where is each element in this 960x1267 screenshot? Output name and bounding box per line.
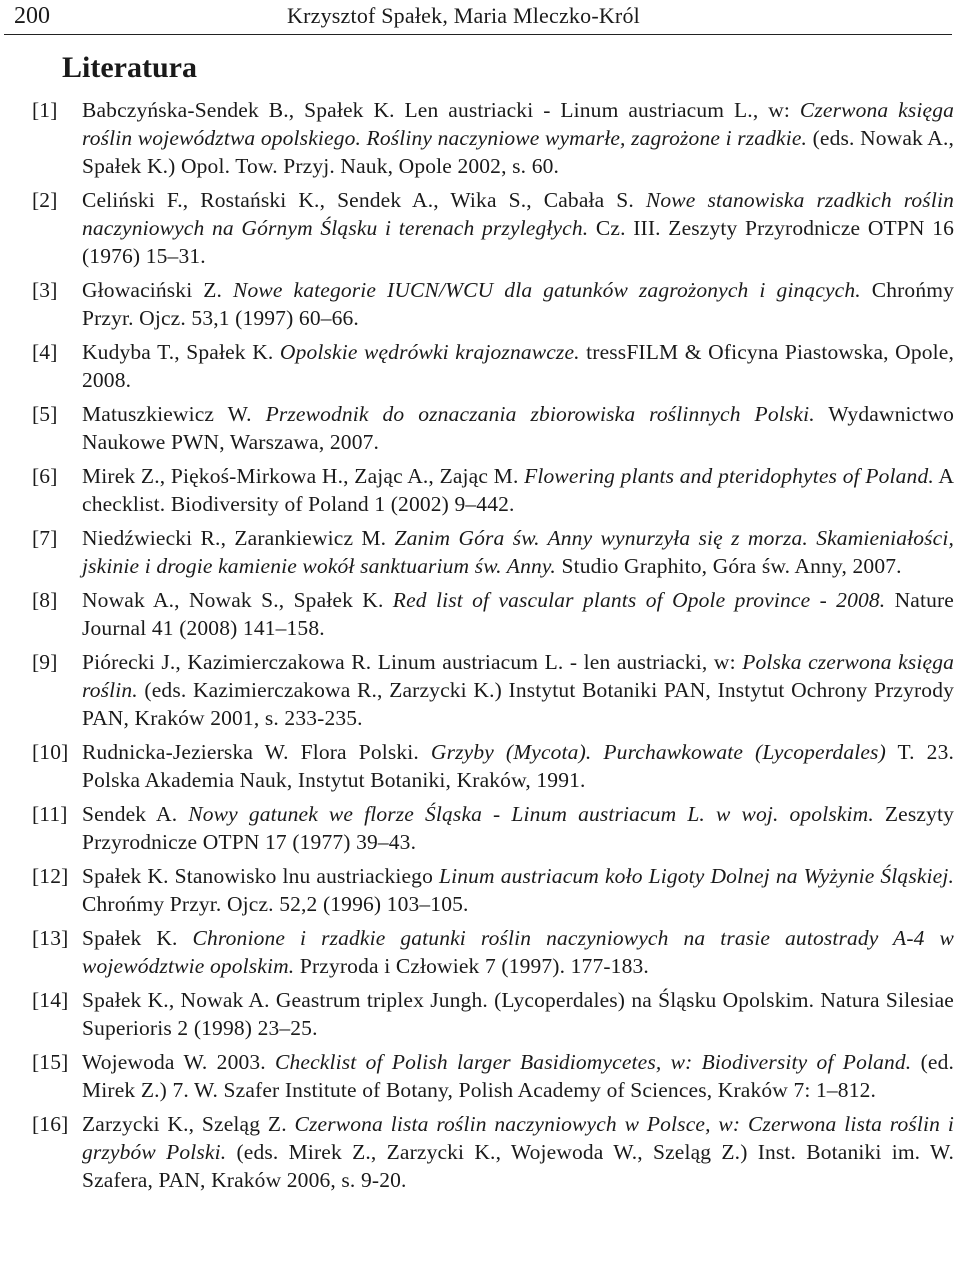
reference-text: [82, 400, 954, 456]
page-header: [4, 0, 952, 35]
reference-number: [11]: [32, 802, 68, 826]
reference-text-segment: (eds. Kazimierczakowa R., Zarzycki K.) Instytut Botaniki PAN, Instytut Ochrony Przyrody PAN, Kraków 2001, s. 233-235.: [82, 678, 954, 730]
reference-title-italic: Grzyby (Mycota). Purchawkowate (Lycoperdales): [430, 740, 886, 764]
reference-text: [82, 524, 954, 580]
reference-number: [1]: [32, 98, 58, 122]
reference-text-segment: Studio Graphito, Góra św. Anny, 2007.: [555, 554, 902, 578]
reference-list: [32, 96, 954, 1200]
reference-entry: [32, 462, 954, 518]
reference-number: [9]: [32, 650, 58, 674]
reference-title-italic: Nowe stanowiska rzadkich roślin naczyniowych na Górnym Śląsku i terenach przyległych.: [82, 188, 954, 240]
reference-text-segment: T. 23. Polska Akademia Nauk, Instytut Botaniki, Kraków, 1991.: [82, 740, 955, 792]
reference-text: [82, 738, 954, 794]
reference-text: [82, 338, 954, 394]
reference-text-segment: Matuszkiewicz W.: [82, 402, 266, 426]
reference-entry: [32, 338, 954, 394]
reference-number: [16]: [32, 1112, 69, 1136]
reference-text-segment: Zeszyty Przyrodnicze OTPN 17 (1977) 39–43.: [82, 802, 954, 854]
section-title: Literatura: [62, 51, 197, 84]
reference-number: [2]: [32, 188, 58, 212]
reference-entry: [32, 986, 954, 1042]
reference-number: [4]: [32, 340, 58, 364]
reference-text: [82, 986, 954, 1042]
reference-number: [10]: [32, 740, 69, 764]
reference-text-segment: A checklist. Biodiversity of Poland 1 (2002) 9–442.: [82, 464, 955, 516]
reference-text-segment: Babczyńska-Sendek B., Spałek K. Len austriacki - Linum austriacum L., w:: [82, 98, 800, 122]
reference-text-segment: Spałek K.: [82, 926, 193, 950]
reference-entry: [32, 1048, 954, 1104]
reference-number: [7]: [32, 526, 58, 550]
reference-title-italic: Zanim Góra św. Anny wynurzyła się z morza. Skamieniałości, jskinie i drogie kamienie wokół sanktuarium św. Anny.: [82, 526, 954, 578]
reference-title-italic: Czerwona księga roślin województwa opolskiego. Rośliny naczyniowe wymarłe, zagrożone i rzadkie.: [82, 98, 954, 150]
reference-text: [82, 96, 954, 180]
page-number: 200: [14, 3, 50, 29]
reference-text-segment: Przyroda i Człowiek 7 (1997). 177-183.: [294, 954, 649, 978]
reference-entry: [32, 800, 954, 856]
reference-entry: [32, 738, 954, 794]
reference-text-segment: Chrońmy Przyr. Ojcz. 53,1 (1997) 60–66.: [82, 278, 954, 330]
reference-text-segment: Kudyba T., Spałek K.: [82, 340, 280, 364]
reference-text-segment: Sendek A.: [82, 802, 189, 826]
reference-text-segment: (eds. Mirek Z., Zarzycki K., Wojewoda W., Szeląg Z.) Inst. Botaniki im. W. Szafera, PAN, Kraków 2006, s. 9-20.: [82, 1140, 955, 1192]
reference-text: [82, 186, 954, 270]
reference-title-italic: Flowering plants and pteridophytes of Poland.: [524, 464, 934, 488]
reference-text-segment: Spałek K. Stanowisko lnu austriackiego: [82, 864, 439, 888]
reference-number: [8]: [32, 588, 58, 612]
reference-text-segment: (ed. Mirek Z.) 7. W. Szafer Institute of Botany, Polish Academy of Sciences, Kraków 7: 1–812.: [82, 1050, 954, 1102]
reference-text-segment: Piórecki J., Kazimierczakowa R. Linum austriacum L. - len austriacki, w:: [82, 650, 743, 674]
reference-text: [82, 586, 954, 642]
reference-text-segment: Chrońmy Przyr. Ojcz. 52,2 (1996) 103–105.: [82, 892, 469, 916]
reference-title-italic: Checklist of Polish larger Basidiomycetes, w: Biodiversity of Poland.: [275, 1050, 912, 1074]
reference-text: [82, 862, 954, 918]
reference-text-segment: Nature Journal 41 (2008) 141–158.: [82, 588, 954, 640]
reference-number: [3]: [32, 278, 58, 302]
reference-number: [5]: [32, 402, 58, 426]
reference-number: [12]: [32, 864, 69, 888]
reference-text-segment: tressFILM & Oficyna Piastowska, Opole, 2008.: [82, 340, 954, 392]
reference-text-segment: Mirek Z., Piękoś-Mirkowa H., Zając A., Zając M.: [82, 464, 525, 488]
reference-text: [82, 1110, 954, 1194]
reference-title-italic: Przewodnik do oznaczania zbiorowiska roślinnych Polski.: [265, 402, 815, 426]
reference-text: [82, 462, 954, 518]
reference-entry: [32, 400, 954, 456]
reference-title-italic: Chronione i rzadkie gatunki roślin naczyniowych na trasie autostrady A-4 w województwie opolskim.: [82, 926, 954, 978]
reference-text: [82, 648, 954, 732]
reference-number: [13]: [32, 926, 69, 950]
reference-title-italic: Opolskie wędrówki krajoznawcze.: [279, 340, 580, 364]
reference-text-segment: Celiński F., Rostański K., Sendek A., Wika S., Cabała S.: [82, 188, 646, 212]
reference-number: [15]: [32, 1050, 69, 1074]
running-head-authors: Krzysztof Spałek, Maria Mleczko-Król: [287, 3, 640, 28]
reference-title-italic: Polska czerwona księga roślin.: [82, 650, 954, 702]
reference-entry: [32, 862, 954, 918]
reference-text-segment: (eds. Nowak A., Spałek K.) Opol. Tow. Przyj. Nauk, Opole 2002, s. 60.: [82, 126, 954, 178]
reference-number: [14]: [32, 988, 69, 1012]
reference-text-segment: Spałek K., Nowak A. Geastrum triplex Jungh. (Lycoperdales) na Śląsku Opolskim. Natura Silesiae Superioris 2 (1998) 23–25.: [82, 988, 954, 1040]
reference-text: [82, 800, 954, 856]
reference-entry: [32, 186, 954, 270]
reference-entry: [32, 1110, 954, 1194]
reference-text: [82, 924, 954, 980]
reference-text: [82, 276, 954, 332]
reference-entry: [32, 924, 954, 980]
reference-text-segment: Cz. III. Zeszyty Przyrodnicze OTPN 16 (1976) 15–31.: [82, 216, 954, 268]
reference-text-segment: Głowaciński Z.: [82, 278, 234, 302]
reference-entry: [32, 276, 954, 332]
reference-text-segment: Niedźwiecki R., Zarankiewicz M.: [82, 526, 395, 550]
reference-title-italic: Red list of vascular plants of Opole province - 2008.: [392, 588, 886, 612]
reference-entry: [32, 648, 954, 732]
reference-title-italic: Nowy gatunek we florze Śląska - Linum austriacum L. w woj. opolskim.: [188, 802, 874, 826]
reference-title-italic: Nowe kategorie IUCN/WCU dla gatunków zagrożonych i ginących.: [233, 278, 861, 302]
reference-text-segment: Rudnicka-Jezierska W. Flora Polski.: [82, 740, 431, 764]
reference-text: [82, 1048, 954, 1104]
reference-title-italic: Czerwona lista roślin naczyniowych w Polsce, w: Czerwona lista roślin i grzybów Polski.: [82, 1112, 954, 1164]
reference-entry: [32, 96, 954, 180]
reference-text-segment: Wojewoda W. 2003.: [82, 1050, 276, 1074]
reference-text-segment: Wydawnictwo Naukowe PWN, Warszawa, 2007.: [82, 402, 955, 454]
reference-text-segment: Nowak A., Nowak S., Spałek K.: [82, 588, 393, 612]
reference-text-segment: Zarzycki K., Szeląg Z.: [82, 1112, 295, 1136]
reference-entry: [32, 586, 954, 642]
reference-title-italic: Linum austriacum koło Ligoty Dolnej na Wyżynie Śląskiej.: [439, 864, 954, 888]
reference-entry: [32, 524, 954, 580]
reference-number: [6]: [32, 464, 58, 488]
